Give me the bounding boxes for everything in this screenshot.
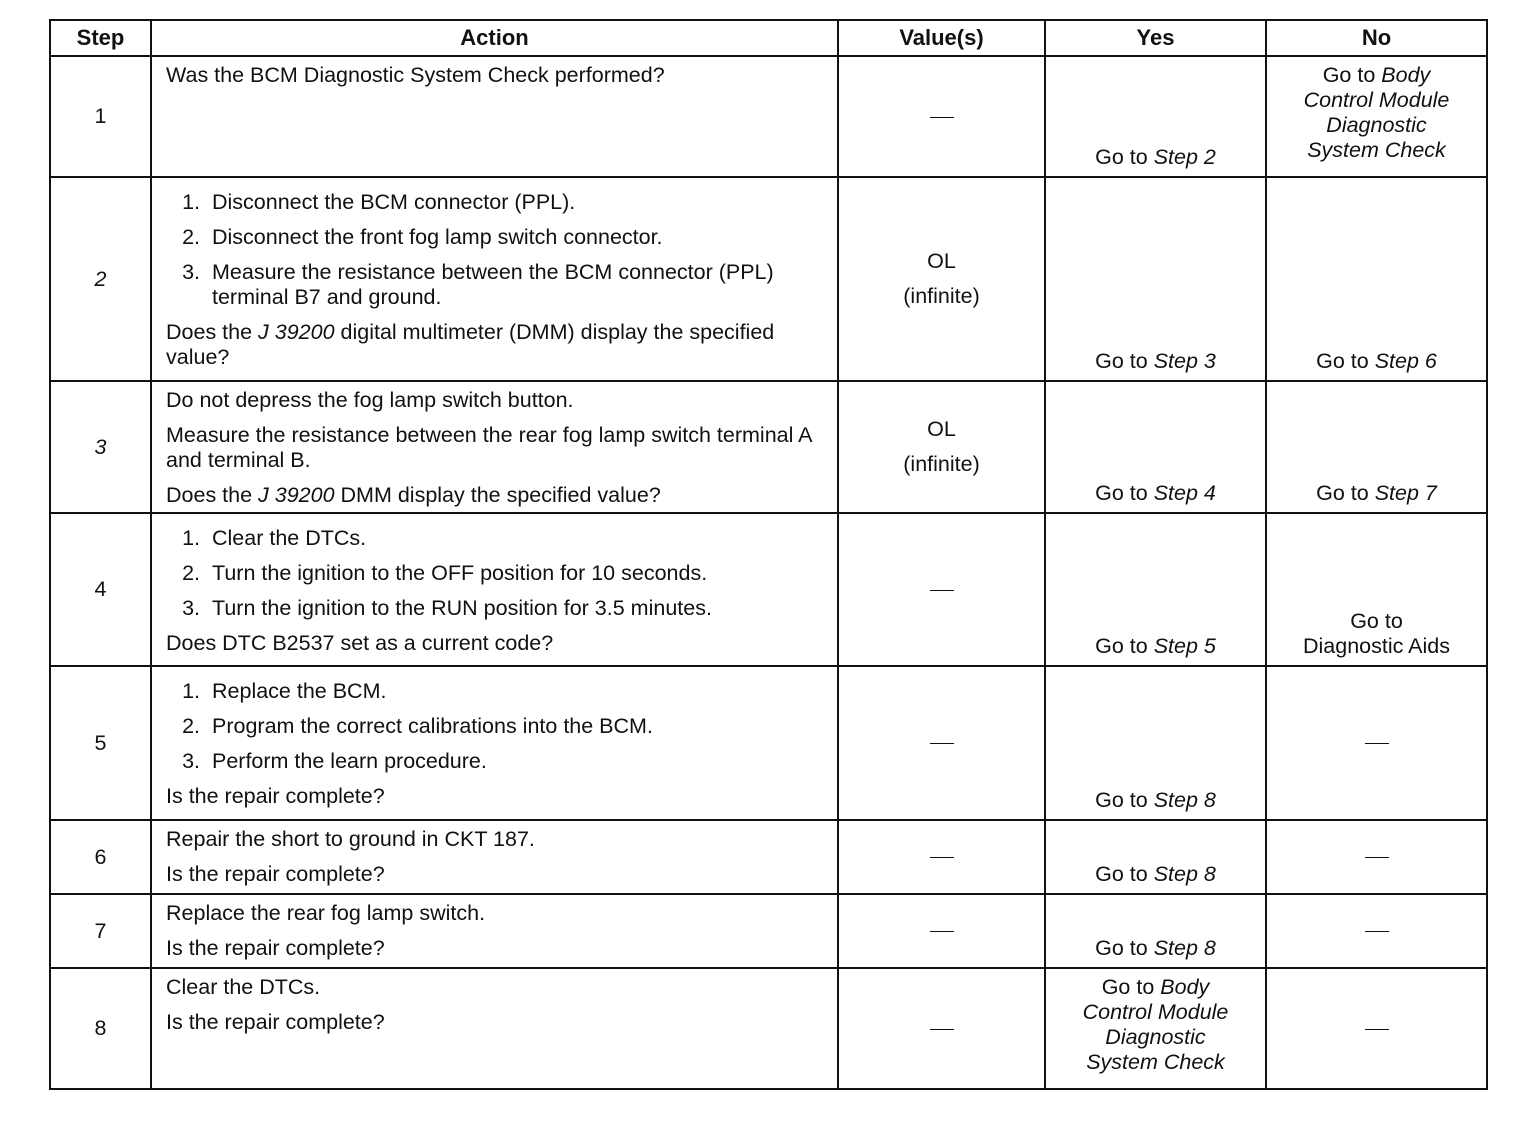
no-link[interactable]: Step 7 xyxy=(1374,481,1437,505)
yes-prefix: Go to xyxy=(1101,975,1161,999)
question-prefix: Does the xyxy=(166,320,259,344)
action-text: Measure the resistance between the rear fog lamp switch terminal A and terminal B. xyxy=(166,423,812,472)
header-yes: Yes xyxy=(1045,20,1266,56)
yes-cell xyxy=(1045,666,1266,820)
action-cell xyxy=(151,56,838,177)
step-number: 5 xyxy=(50,666,151,820)
yes-prefix: Go to xyxy=(1095,145,1154,169)
value-subtext: (infinite) xyxy=(903,452,980,476)
no-prefix: Go to xyxy=(1316,349,1375,373)
action-step: 2. Program the correct calibrations into the BCM. xyxy=(206,714,825,739)
yes-cell xyxy=(1045,894,1266,968)
action-steps xyxy=(166,679,825,774)
no-cell xyxy=(1266,381,1487,513)
yes-cell xyxy=(1045,177,1266,381)
em-dash xyxy=(930,1029,954,1030)
yes-cell xyxy=(1045,56,1266,177)
no-link[interactable]: Body xyxy=(1381,63,1431,87)
yes-link[interactable]: Step 8 xyxy=(1153,862,1216,886)
no-cell xyxy=(1266,666,1487,820)
step-number: 4 xyxy=(50,513,151,666)
table-row xyxy=(50,56,1487,177)
action-cell xyxy=(151,894,838,968)
action-cell xyxy=(151,666,838,820)
no-cell xyxy=(1266,177,1487,381)
header-no: No xyxy=(1266,20,1487,56)
action-question xyxy=(166,483,825,508)
value-text: OL xyxy=(927,249,956,273)
value-cell xyxy=(838,894,1045,968)
yes-prefix: Go to xyxy=(1095,862,1154,886)
action-step: 1. Replace the BCM. xyxy=(206,679,825,704)
step-number: 2 xyxy=(50,177,151,381)
yes-link-line[interactable]: Control Module xyxy=(1082,1000,1229,1024)
value-cell xyxy=(838,381,1045,513)
no-link[interactable]: Diagnostic Aids xyxy=(1303,634,1450,658)
no-link-line[interactable]: Diagnostic xyxy=(1326,113,1427,137)
value-cell xyxy=(838,56,1045,177)
yes-cell xyxy=(1045,968,1266,1089)
yes-prefix: Go to xyxy=(1095,634,1154,658)
yes-link-line[interactable]: System Check xyxy=(1086,1050,1225,1074)
table-row xyxy=(50,968,1487,1089)
value-cell xyxy=(838,177,1045,381)
no-cell xyxy=(1266,513,1487,666)
header-row xyxy=(50,20,1487,56)
action-steps xyxy=(166,526,825,621)
action-text: Clear the DTCs. xyxy=(166,975,321,999)
no-link-line[interactable]: Control Module xyxy=(1303,88,1450,112)
action-step: 2. Disconnect the front fog lamp switch connector. xyxy=(206,225,825,250)
step-number: 8 xyxy=(50,968,151,1089)
yes-link[interactable]: Body xyxy=(1160,975,1210,999)
em-dash xyxy=(930,590,954,591)
value-subtext: (infinite) xyxy=(903,284,980,308)
table-row xyxy=(50,177,1487,381)
question-prefix: Does the xyxy=(166,483,259,507)
yes-prefix: Go to xyxy=(1095,936,1154,960)
no-link-line[interactable]: System Check xyxy=(1307,138,1446,162)
value-cell xyxy=(838,968,1045,1089)
no-cell xyxy=(1266,56,1487,177)
action-question: Is the repair complete? xyxy=(166,1010,385,1034)
yes-link[interactable]: Step 3 xyxy=(1153,349,1216,373)
em-dash xyxy=(930,743,954,744)
table-row xyxy=(50,820,1487,894)
value-cell xyxy=(838,820,1045,894)
action-question: Does DTC B2537 set as a current code? xyxy=(166,631,554,655)
table-row xyxy=(50,513,1487,666)
yes-link[interactable]: Step 8 xyxy=(1153,936,1216,960)
step-number: 7 xyxy=(50,894,151,968)
step-number: 3 xyxy=(50,381,151,513)
yes-link[interactable]: Step 8 xyxy=(1153,788,1216,812)
step-number: 6 xyxy=(50,820,151,894)
yes-link[interactable]: Step 5 xyxy=(1153,634,1216,658)
yes-cell xyxy=(1045,381,1266,513)
action-step: 2. Turn the ignition to the OFF position for 10 seconds. xyxy=(206,561,825,586)
step-number: 1 xyxy=(50,56,151,177)
value-text: OL xyxy=(927,417,956,441)
action-question xyxy=(166,320,825,370)
action-step: 1. Clear the DTCs. xyxy=(206,526,825,551)
action-cell xyxy=(151,968,838,1089)
question-suffix: DMM display the specified value? xyxy=(334,483,661,507)
table-row xyxy=(50,894,1487,968)
em-dash xyxy=(1365,743,1389,744)
tool-ref: J 39200 xyxy=(258,483,335,507)
header-step: Step xyxy=(50,20,151,56)
yes-link[interactable]: Step 2 xyxy=(1153,145,1216,169)
value-cell xyxy=(838,666,1045,820)
action-step: 3. Perform the learn procedure. xyxy=(206,749,825,774)
yes-link[interactable]: Step 4 xyxy=(1153,481,1216,505)
yes-prefix: Go to xyxy=(1095,481,1154,505)
no-link[interactable]: Step 6 xyxy=(1374,349,1437,373)
action-question: Is the repair complete? xyxy=(166,862,385,886)
tool-ref: J 39200 xyxy=(258,320,335,344)
yes-cell xyxy=(1045,820,1266,894)
no-prefix: Go to xyxy=(1322,63,1382,87)
header-action: Action xyxy=(151,20,838,56)
no-cell xyxy=(1266,894,1487,968)
action-cell xyxy=(151,513,838,666)
yes-prefix: Go to xyxy=(1095,788,1154,812)
no-cell xyxy=(1266,820,1487,894)
action-steps xyxy=(166,190,825,310)
action-text: Repair the short to ground in CKT 187. xyxy=(166,827,535,851)
em-dash xyxy=(1365,857,1389,858)
action-cell xyxy=(151,177,838,381)
action-question: Is the repair complete? xyxy=(166,936,385,960)
action-step: 3. Measure the resistance between the BCM connector (PPL) terminal B7 and ground. xyxy=(206,260,825,310)
action-step: 1. Disconnect the BCM connector (PPL). xyxy=(206,190,825,215)
em-dash xyxy=(930,931,954,932)
header-values: Value(s) xyxy=(838,20,1045,56)
action-step: 3. Turn the ignition to the RUN position for 3.5 minutes. xyxy=(206,596,825,621)
em-dash xyxy=(1365,931,1389,932)
yes-prefix: Go to xyxy=(1095,349,1154,373)
action-cell xyxy=(151,820,838,894)
yes-link-line[interactable]: Diagnostic xyxy=(1105,1025,1206,1049)
em-dash xyxy=(1365,1029,1389,1030)
no-prefix: Go to xyxy=(1350,609,1403,633)
diagnostic-table xyxy=(49,19,1488,1090)
em-dash xyxy=(930,857,954,858)
action-cell xyxy=(151,381,838,513)
action-text: Do not depress the fog lamp switch button. xyxy=(166,388,574,412)
no-cell xyxy=(1266,968,1487,1089)
table-row xyxy=(50,666,1487,820)
value-cell xyxy=(838,513,1045,666)
em-dash xyxy=(930,117,954,118)
action-question: Is the repair complete? xyxy=(166,784,385,808)
no-prefix: Go to xyxy=(1316,481,1375,505)
table-row xyxy=(50,381,1487,513)
action-text: Replace the rear fog lamp switch. xyxy=(166,901,486,925)
yes-cell xyxy=(1045,513,1266,666)
action-text: Was the BCM Diagnostic System Check performed? xyxy=(166,63,665,87)
question-suffix: digital multimeter (DMM) display the specified value? xyxy=(166,320,775,369)
